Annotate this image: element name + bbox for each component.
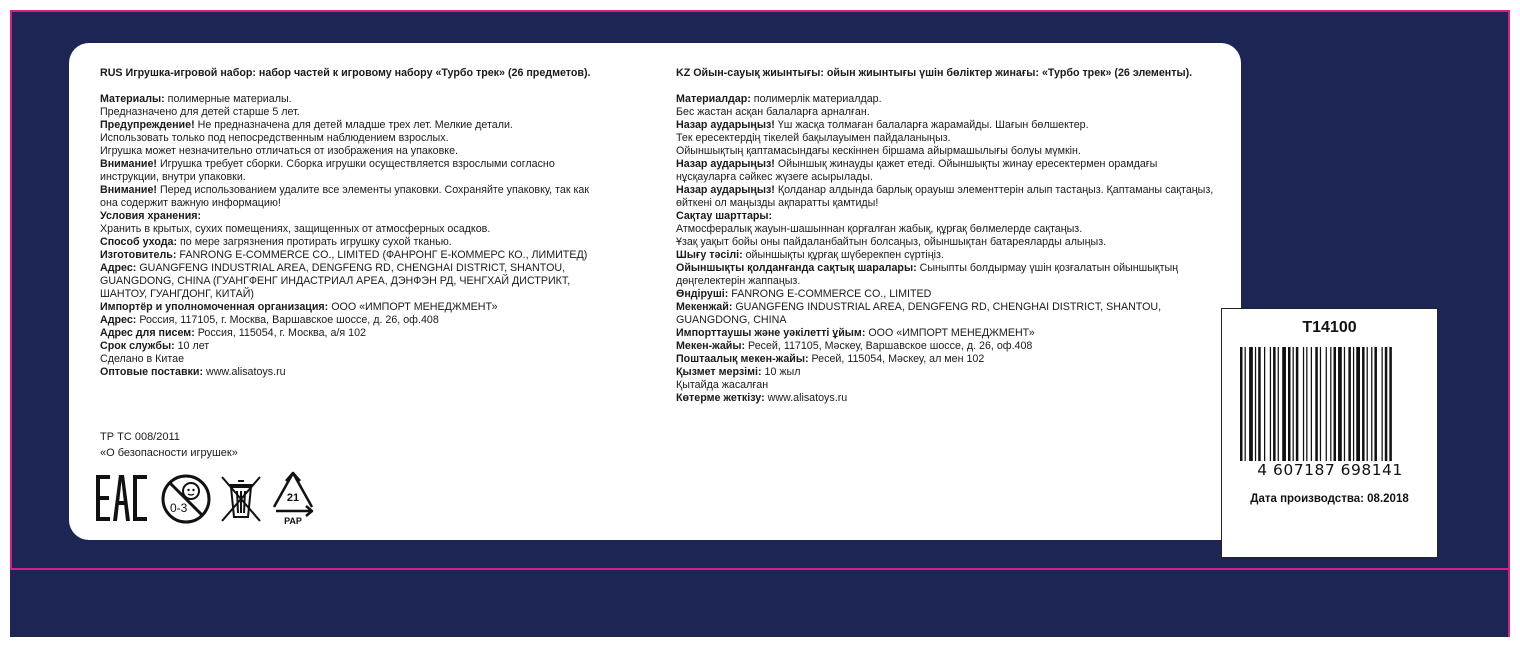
kz-made-in: Қытайда жасалған [676, 379, 769, 391]
rus-service-life: Срок службы: 10 лет [100, 340, 210, 352]
cert-title: «О безопасности игрушек» [100, 447, 238, 459]
kz-warning: Назар аударыңыз! Үш жасқа толмаған балаларға жарамайды. Шағын бөлшектер. [676, 119, 1089, 131]
cut-line-left [10, 10, 12, 570]
cut-line-bottom [10, 568, 1510, 570]
barcode-digits: 4 607187 698141 [1240, 461, 1420, 479]
rus-supervision: Использовать только под непосредственным наблюдением взрослых. [100, 132, 449, 144]
rus-storage-label: Условия хранения: [100, 210, 202, 222]
eac-mark-icon [96, 475, 148, 521]
not-for-under-3-icon [160, 473, 212, 525]
kz-materials: Материалдар: полимерлік материалдар. [676, 93, 882, 105]
rus-storage-value: Хранить в крытых, сухих помещениях, защищенных от атмосферных осадков. [100, 223, 491, 235]
kz-mail-address: Поштаалық мекен-жайы: Ресей, 115054, Мәскеу, ал мен 102 [676, 353, 985, 365]
rus-text-column [100, 67, 600, 379]
kz-wholesale: Көтерме жеткізу: www.alisatoys.ru [676, 392, 848, 404]
cert-standard: ТР ТС 008/2011 [100, 431, 180, 443]
certification [100, 429, 238, 461]
rus-made-in: Сделано в Китае [100, 353, 185, 365]
kz-care: Шығу тәсілі: ойыншықты құрғақ шүберекпен сүртіңіз. [676, 249, 944, 261]
recycle-pap-icon [268, 471, 318, 525]
kz-attention-assembly: Назар аударыңыз! Ойыншық жинауды қажет етеді. Ойыншықты жинау ересектермен орамдағы нұсқауларға сәйкес жүзеге асырылады. [676, 158, 1158, 183]
barcode-icon [1240, 347, 1420, 473]
barcode-box [1221, 308, 1438, 558]
kz-safety: Ойыншықты қолданғанда сақтық шаралары: Сыныпты болдырмау үшін қозғалатын ойыншықтың дөңгелектерін жаппаңыз. [676, 262, 1179, 287]
cut-line-top [10, 10, 1510, 12]
article-number: T14100 [1302, 319, 1357, 336]
kz-title: KZ Ойын-сауық жиынтығы: ойын жиынтығы үшін бөліктер жинағы: «Турбо трек» (26 элементы). [676, 67, 1193, 79]
rus-address: Адрес: GUANGFENG INDUSTRIAL AREA, DENGFENG RD, CHENGHAI DISTRICT, SHANTOU, GUANGDONG, CHINA (ГУАНГФЕНГ ИНДАСТРИАЛ АРЕА, ДЭНФЭН РД, ЧЕНГХАЙ ДИСТРИКТ, ШАНТОУ, ГУАНГДОНГ, КИТАЙ) [100, 262, 571, 300]
rus-wholesale: Оптовые поставки: www.alisatoys.ru [100, 366, 286, 378]
kz-address: Мекенжай: GUANGFENG INDUSTRIAL AREA, DENGFENG RD, CHENGHAI DISTRICT, SHANTOU, GUANGDONG, CHINA [676, 301, 1162, 326]
rus-warning: Предупреждение! Не предназначена для детей младше трех лет. Мелкие детали. [100, 119, 513, 131]
kz-attention-packaging: Назар аударыңыз! Қолданар алдында барлық орауыш элементтерін алып тастаңыз. Қаптаманы сақтаңыз, өйткені ол маңызды ақпаратты қамтиды! [676, 184, 1214, 209]
rus-care: Способ ухода: по мере загрязнения протирать игрушку сухой тканью. [100, 236, 452, 248]
rus-importer: Импортёр и уполномоченная организация: ООО «ИМПОРТ МЕНЕДЖМЕНТ» [100, 301, 498, 313]
rus-may-differ: Игрушка может незначительно отличаться от изображения на упаковке. [100, 145, 458, 157]
rus-age-note: Предназначено для детей старше 5 лет. [100, 106, 300, 118]
kz-storage-label: Сақтау шарттары: [676, 210, 773, 222]
kz-may-differ: Ойыншықтың қаптамасындағы кескіннен біршама айырмашылығы болуы мүмкін. [676, 145, 1081, 157]
rus-title: RUS Игрушка-игровой набор: набор частей к игровому набору «Турбо трек» (26 предметов). [100, 67, 591, 79]
kz-service-life: Қызмет мерзімі: 10 жыл [676, 366, 801, 378]
rus-manufacturer: Изготовитель: FANRONG E-COMMERCE CO., LIMITED (ФАНРОНГ Е-КОММЕРС КО., ЛИМИТЕД) [100, 249, 588, 261]
kz-importer: Импорттаушы және уәкілетті ұйым: ООО «ИМПОРТ МЕНЕДЖМЕНТ» [676, 327, 1035, 339]
kz-manufacturer: Өндіруші: FANRONG E-COMMERCE CO., LIMITED [676, 288, 932, 300]
age-icon-label: 0-3 [170, 501, 188, 515]
rus-mail-address: Адрес для писем: Россия, 115054, г. Москва, а/я 102 [100, 327, 366, 339]
rus-importer-address: Адрес: Россия, 117105, г. Москва, Варшавское шоссе, д. 26, оф.408 [100, 314, 439, 326]
cut-line-right [1508, 10, 1510, 637]
production-date: Дата производства: 08.2018 [1250, 493, 1409, 505]
rus-attention-assembly: Внимание! Игрушка требует сборки. Сборка игрушки осуществляется взрослыми согласно инструкции, внутри упаковки. [100, 158, 555, 183]
crossed-bin-icon [218, 475, 264, 525]
kz-importer-address: Мекен-жайы: Ресей, 117105, Мәскеу, Варшавское шоссе, д. 26, оф.408 [676, 340, 1033, 352]
kz-storage-value: Атмосфералық жауын-шашыннан қорғалған жабық, құрғақ бөлмелерде сақтаңыз. [676, 223, 1083, 235]
rus-attention-packaging: Внимание! Перед использованием удалите все элементы упаковки. Сохраняйте упаковку, так как она содержит важную информацию! [100, 184, 590, 209]
info-panel [69, 43, 1409, 540]
kz-battery-note: Ұзақ уақыт бойы оны пайдаланбайтын болсаңыз, ойыншықтан батареяларды алыңыз. [676, 236, 1107, 248]
recycle-number: 21 [286, 492, 300, 504]
kz-text-column [676, 67, 1216, 405]
kz-supervision: Тек ересектердің тікелей бақылауымен пайдаланыңыз. [676, 132, 951, 144]
kz-age-note: Бес жастан асқан балаларға арналған. [676, 106, 870, 118]
recycle-code: PAP [284, 516, 302, 525]
rus-materials: Материалы: полимерные материалы. [100, 93, 292, 105]
